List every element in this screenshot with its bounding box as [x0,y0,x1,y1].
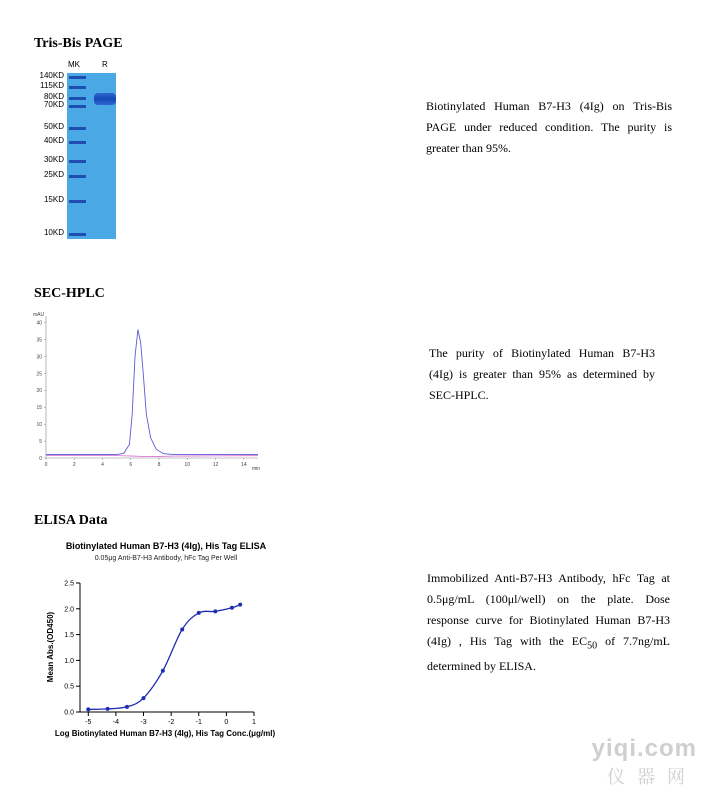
elisa-x-tick-label: 0 [224,719,229,726]
ladder-band [69,160,86,163]
watermark-logo: yiqi.com 仪器网 [591,735,697,787]
marker-label: 40KD [43,136,64,145]
hplc-y-unit: mAU [33,312,45,318]
page-section-title: Tris-Bis PAGE [34,36,123,51]
ladder-band [69,141,86,144]
ladder-band [69,233,86,236]
ladder-band [69,105,86,108]
hplc-trace-baseline [46,456,258,457]
hplc-y-tick-label: 25 [36,371,42,378]
elisa-x-tick-label: -4 [112,719,120,726]
elisa-x-tick-label: -1 [195,719,202,726]
elisa-y-tick-label: 1.0 [64,657,74,665]
elisa-x-tick-label: -3 [140,719,147,726]
ladder-band [69,97,86,100]
hplc-y-tick-label: 10 [36,421,42,428]
hplc-y-tick-label: 35 [36,337,42,344]
elisa-data-point [213,609,217,613]
hplc-y-tick-label: 40 [36,320,42,327]
hplc-y-tick-label: 30 [36,354,42,361]
marker-label: 30KD [43,155,64,164]
hplc-y-tick-label: 0 [39,455,42,462]
elisa-data-point [86,707,90,711]
elisa-data-point [142,696,146,700]
hplc-x-tick-label: 8 [157,462,161,468]
hplc-section-title: SEC-HPLC [34,286,105,301]
elisa-section-title: ELISA Data [34,513,108,528]
ladder-band [69,76,86,79]
hplc-chromatogram [30,308,262,473]
elisa-data-point [106,707,110,711]
elisa-y-tick-label: 1.5 [64,632,74,640]
elisa-x-tick-label: -5 [85,719,92,726]
elisa-x-tick-label: -2 [168,719,175,726]
elisa-x-label: Log Biotinylated Human B7-H3 (4Ig), His Tag Conc.(μg/ml) [54,729,276,738]
elisa-y-tick-label: 0.0 [64,709,74,717]
elisa-data-point [125,705,129,709]
elisa-data-point [238,603,242,607]
elisa-y-label: Mean Abs.(OD450) [46,611,55,683]
sample-band [94,93,116,105]
hplc-x-tick-label: 2 [72,462,76,468]
hplc-x-tick-label: 14 [241,462,247,468]
hplc-x-tick-label: 12 [212,462,219,468]
hplc-x-tick-label: 4 [101,462,104,468]
hplc-x-unit: min [252,466,261,472]
elisa-x-tick-label: 1 [252,719,256,726]
marker-label: 80KD [43,92,64,101]
elisa-y-tick-label: 0.5 [64,683,74,691]
marker-label: 25KD [43,170,64,179]
ladder-band [69,86,86,89]
elisa-fit-curve [88,605,240,710]
hplc-y-tick-label: 5 [39,438,42,445]
marker-label: 70KD [43,100,64,109]
marker-label: 115KD [40,81,64,90]
elisa-data-point [197,611,201,615]
gel-lane-label-mk: MK [68,60,80,69]
hplc-trace-main [46,330,258,455]
hplc-x-tick-label: 10 [184,462,191,468]
marker-label: 140KD [39,71,64,80]
hplc-description: The purity of Biotinylated Human B7-H3 (4Ig) is greater than 95% as determined by SEC-HPLC. [429,346,655,402]
hplc-x-tick-label: 0 [44,462,48,468]
elisa-chart-title: Biotinylated Human B7-H3 (4Ig), His Tag ELISA [65,541,267,551]
elisa-data-point [230,606,234,610]
elisa-description: Immobilized Anti-B7-H3 Antibody, hFc Tag at 0.5μg/mL (100μl/well) on the plate. Dose response curve for Biotinylated Human B7-H3 (4Ig) , His Tag with the $EC_{50}$ of 7.7ng/mL determined by ELISA. [427,571,671,674]
elisa-y-tick-label: 2.5 [64,580,74,588]
elisa-data-point [161,669,165,673]
hplc-y-tick-label: 15 [36,405,42,412]
ladder-band [69,175,86,178]
marker-label: 10KD [43,228,64,237]
elisa-y-tick-label: 2.0 [64,606,74,614]
hplc-x-tick-label: 6 [129,462,133,468]
hplc-y-tick-label: 20 [36,388,42,395]
elisa-data-point [180,627,184,631]
elisa-chart-subtitle: 0.05μg Anti-B7-H3 Antibody, hFc Tag Per Well [94,555,238,562]
ladder-band [69,127,86,130]
gel-lane-label-r: R [102,60,108,69]
page-description: Biotinylated Human B7-H3 (4Ig) on Tris-Bis PAGE under reduced condition. The purity is greater than 95%. [426,99,672,155]
marker-label: 15KD [43,195,64,204]
ladder-band [69,200,86,203]
marker-label: 50KD [43,122,64,131]
elisa-chart [30,535,312,745]
